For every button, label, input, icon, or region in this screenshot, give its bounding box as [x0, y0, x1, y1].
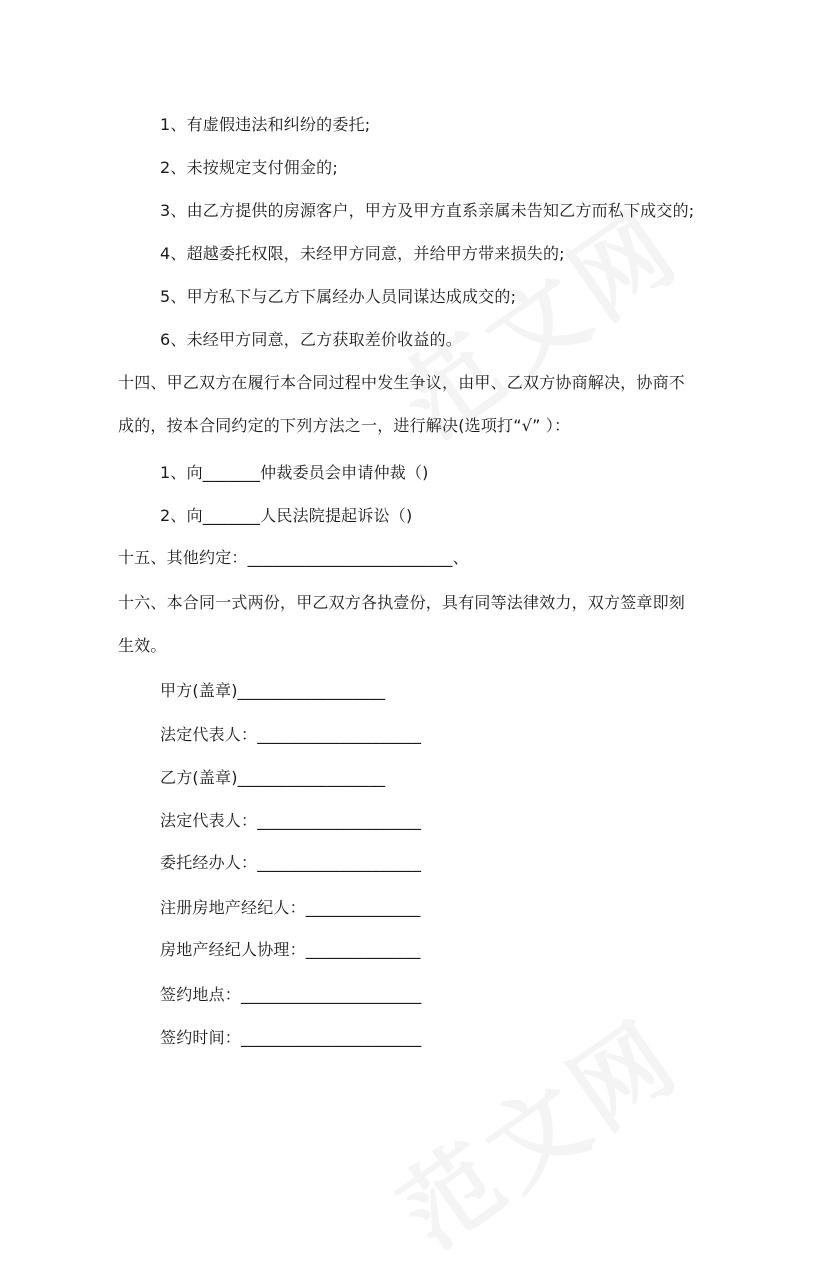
list-item: 1、有虚假违法和纠纷的委托;	[160, 115, 371, 134]
list-item: 3、由乙方提供的房源客户，甲方及甲方直系亲属未告知乙方而私下成交的;	[160, 201, 695, 220]
signature-agent: 委托经办人：____________________	[160, 853, 422, 872]
signature-party-a-legal-rep: 法定代表人：____________________	[160, 725, 422, 744]
list-item: 5、甲方私下与乙方下属经办人员同谋达成成交的;	[160, 287, 517, 306]
list-item: 2、未按规定支付佣金的;	[160, 158, 338, 177]
signature-party-b-legal-rep: 法定代表人：____________________	[160, 811, 422, 830]
clause-16-line1: 十六、本合同一式两份，甲乙双方各执壹份，具有同等法律效力，双方签章即刻	[118, 593, 686, 612]
signature-place: 签约地点：______________________	[160, 985, 422, 1004]
signature-party-b: 乙方(盖章)__________________	[160, 768, 386, 787]
list-item: 4、超越委托权限，未经甲方同意，并给甲方带来损失的;	[160, 244, 565, 263]
signature-registered-broker: 注册房地产经纪人：______________	[160, 898, 421, 917]
list-item: 6、未经甲方同意，乙方获取差价收益的。	[160, 330, 462, 349]
clause-14-line1: 十四、甲乙双方在履行本合同过程中发生争议，由甲、乙双方协商解决，协商不	[118, 373, 686, 392]
signature-broker-assistant: 房地产经纪人协理：______________	[160, 940, 421, 959]
clause-14-option-arbitration: 1、向_______仲裁委员会申请仲裁（)	[160, 463, 429, 482]
signature-party-a: 甲方(盖章)__________________	[160, 681, 386, 700]
signature-date: 签约时间：______________________	[160, 1028, 422, 1047]
clause-14-line2: 成的，按本合同约定的下列方法之一，进行解决(选项打“√” ）：	[118, 416, 571, 435]
clause-16-line2: 生效。	[118, 636, 167, 655]
clause-14-option-litigation: 2、向_______人民法院提起诉讼（)	[160, 506, 413, 525]
clause-15: 十五、其他约定：_________________________、	[118, 548, 469, 567]
